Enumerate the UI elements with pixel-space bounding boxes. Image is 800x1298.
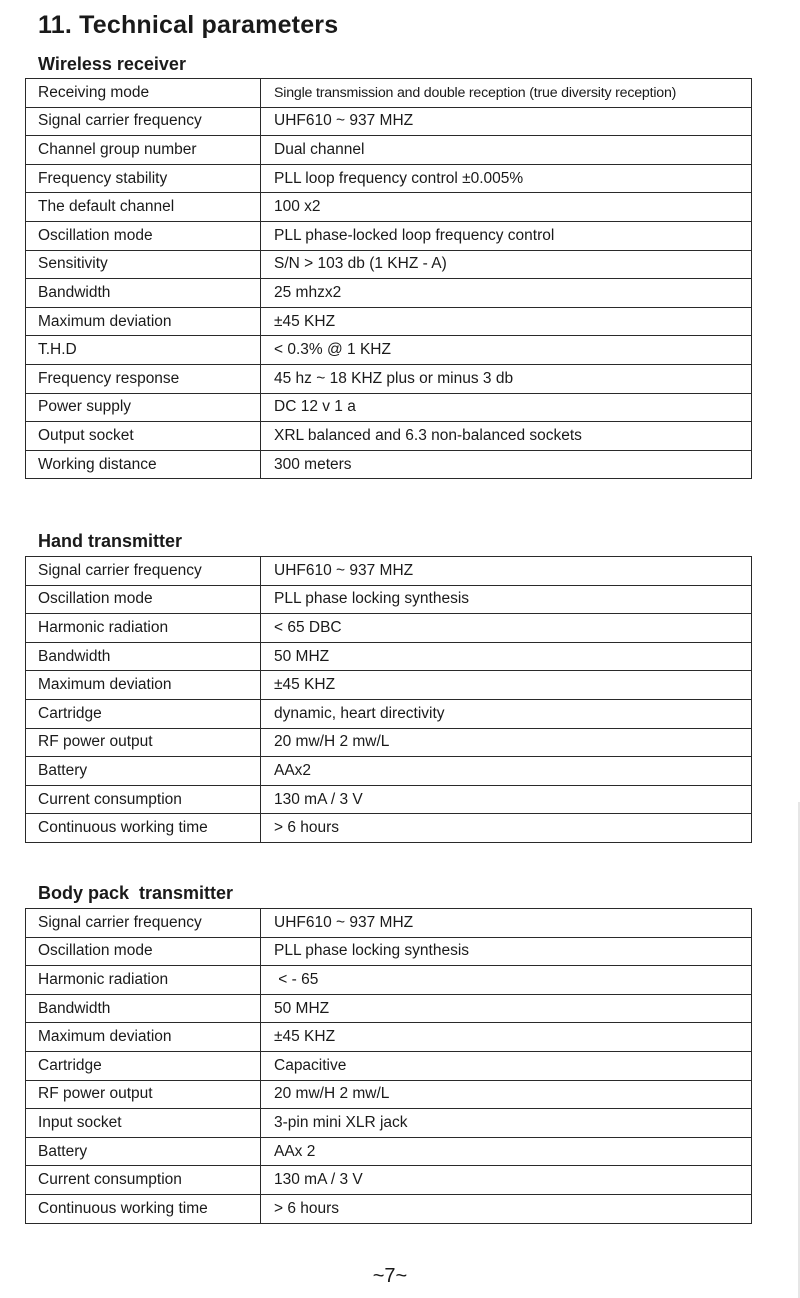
param-value: PLL phase locking synthesis xyxy=(261,937,752,966)
param-value: 100 x2 xyxy=(261,193,752,222)
table-row xyxy=(26,193,752,222)
table-row xyxy=(26,1023,752,1052)
param-value: 20 mw/H 2 mw/L xyxy=(261,1080,752,1109)
table-row xyxy=(26,422,752,451)
table-row xyxy=(26,757,752,786)
table-row xyxy=(26,450,752,479)
table-row xyxy=(26,336,752,365)
param-label: Current consumption xyxy=(26,785,261,814)
param-value: < 65 DBC xyxy=(261,614,752,643)
param-label: Oscillation mode xyxy=(26,937,261,966)
param-value: ±45 KHZ xyxy=(261,1023,752,1052)
param-value: > 6 hours xyxy=(261,814,752,843)
table-row xyxy=(26,642,752,671)
param-value: UHF610 ~ 937 MHZ xyxy=(261,557,752,586)
param-label: Maximum deviation xyxy=(26,671,261,700)
table-row xyxy=(26,279,752,308)
table-row xyxy=(26,557,752,586)
table-row xyxy=(26,728,752,757)
param-value: ±45 KHZ xyxy=(261,671,752,700)
param-label: RF power output xyxy=(26,728,261,757)
param-value: 130 mA / 3 V xyxy=(261,1166,752,1195)
table-row xyxy=(26,136,752,165)
param-label: Receiving mode xyxy=(26,79,261,108)
param-value: > 6 hours xyxy=(261,1194,752,1223)
param-value: Single transmission and double reception (true diversity reception) xyxy=(261,79,752,108)
param-label: Input socket xyxy=(26,1109,261,1138)
table-row xyxy=(26,393,752,422)
table-row xyxy=(26,699,752,728)
param-label: RF power output xyxy=(26,1080,261,1109)
param-value: Capacitive xyxy=(261,1051,752,1080)
table-row xyxy=(26,814,752,843)
table-row xyxy=(26,221,752,250)
param-label: Working distance xyxy=(26,450,261,479)
param-value: PLL phase locking synthesis xyxy=(261,585,752,614)
param-value: dynamic, heart directivity xyxy=(261,699,752,728)
param-label: Harmonic radiation xyxy=(26,614,261,643)
param-label: Oscillation mode xyxy=(26,221,261,250)
param-label: Oscillation mode xyxy=(26,585,261,614)
table-row xyxy=(26,614,752,643)
page-title: 11. Technical parameters xyxy=(38,11,339,39)
param-value: 50 MHZ xyxy=(261,642,752,671)
table-row xyxy=(26,909,752,938)
table-row xyxy=(26,994,752,1023)
param-value: UHF610 ~ 937 MHZ xyxy=(261,107,752,136)
page-number: ~7~ xyxy=(372,1265,408,1287)
param-label: Maximum deviation xyxy=(26,1023,261,1052)
param-value: 3-pin mini XLR jack xyxy=(261,1109,752,1138)
section-title-hand-transmitter: Hand transmitter xyxy=(38,531,183,551)
param-value: UHF610 ~ 937 MHZ xyxy=(261,909,752,938)
table-row xyxy=(26,671,752,700)
param-label: Battery xyxy=(26,757,261,786)
table-row xyxy=(26,1194,752,1223)
param-label: Bandwidth xyxy=(26,279,261,308)
param-label: Bandwidth xyxy=(26,642,261,671)
param-label: Cartridge xyxy=(26,699,261,728)
param-label: Signal carrier frequency xyxy=(26,909,261,938)
param-label: Bandwidth xyxy=(26,994,261,1023)
param-value: < 0.3% @ 1 KHZ xyxy=(261,336,752,365)
param-value: PLL phase-locked loop frequency control xyxy=(261,221,752,250)
param-label: Maximum deviation xyxy=(26,307,261,336)
table-row xyxy=(26,585,752,614)
param-value: 20 mw/H 2 mw/L xyxy=(261,728,752,757)
body-pack-transmitter-table xyxy=(25,908,752,1224)
param-label: Output socket xyxy=(26,422,261,451)
param-value: 50 MHZ xyxy=(261,994,752,1023)
table-row xyxy=(26,250,752,279)
param-value: Dual channel xyxy=(261,136,752,165)
param-label: Continuous working time xyxy=(26,1194,261,1223)
param-value: < - 65 xyxy=(261,966,752,995)
param-label: The default channel xyxy=(26,193,261,222)
table-row xyxy=(26,966,752,995)
param-label: Current consumption xyxy=(26,1166,261,1195)
param-label: Frequency response xyxy=(26,364,261,393)
table-row xyxy=(26,1051,752,1080)
param-value: 130 mA / 3 V xyxy=(261,785,752,814)
param-label: Cartridge xyxy=(26,1051,261,1080)
param-label: T.H.D xyxy=(26,336,261,365)
param-value: ±45 KHZ xyxy=(261,307,752,336)
param-value: AAx 2 xyxy=(261,1137,752,1166)
table-row xyxy=(26,164,752,193)
param-label: Continuous working time xyxy=(26,814,261,843)
param-label: Power supply xyxy=(26,393,261,422)
section-title-wireless-receiver: Wireless receiver xyxy=(38,54,186,74)
param-value: DC 12 v 1 a xyxy=(261,393,752,422)
table-row xyxy=(26,785,752,814)
param-label: Sensitivity xyxy=(26,250,261,279)
param-label: Harmonic radiation xyxy=(26,966,261,995)
param-value: 300 meters xyxy=(261,450,752,479)
param-value: S/N > 103 db (1 KHZ - A) xyxy=(261,250,752,279)
table-row xyxy=(26,937,752,966)
param-label: Frequency stability xyxy=(26,164,261,193)
table-row xyxy=(26,1109,752,1138)
table-row xyxy=(26,79,752,108)
param-value: 25 mhzx2 xyxy=(261,279,752,308)
table-row xyxy=(26,1166,752,1195)
param-value: AAx2 xyxy=(261,757,752,786)
table-row xyxy=(26,1080,752,1109)
param-label: Channel group number xyxy=(26,136,261,165)
table-row xyxy=(26,107,752,136)
hand-transmitter-table xyxy=(25,556,752,843)
section-title-body-pack-transmitter: Body pack transmitter xyxy=(38,883,234,903)
param-value: XRL balanced and 6.3 non-balanced sockets xyxy=(261,422,752,451)
param-value: PLL loop frequency control ±0.005% xyxy=(261,164,752,193)
table-row xyxy=(26,307,752,336)
param-label: Signal carrier frequency xyxy=(26,557,261,586)
table-row xyxy=(26,364,752,393)
param-label: Battery xyxy=(26,1137,261,1166)
param-label: Signal carrier frequency xyxy=(26,107,261,136)
table-row xyxy=(26,1137,752,1166)
param-value: 45 hz ~ 18 KHZ plus or minus 3 db xyxy=(261,364,752,393)
wireless-receiver-table xyxy=(25,78,752,479)
